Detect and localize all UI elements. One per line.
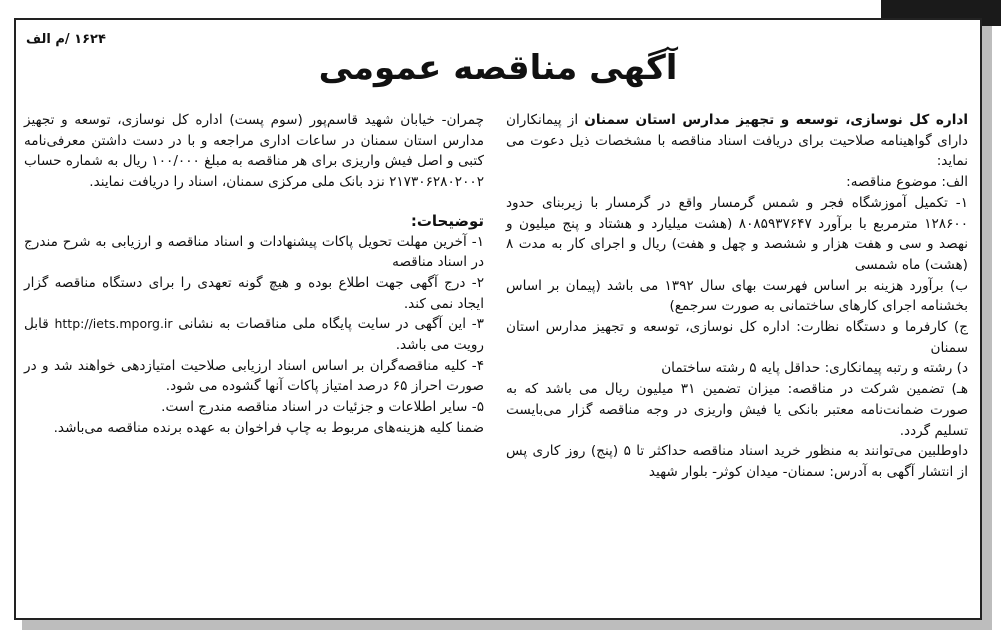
note-3-text: ۳- این آگهی در سایت پایگاه ملی مناقصات به نشانی bbox=[178, 316, 484, 333]
note-3-text-end: قابل رویت می باشد. bbox=[24, 316, 484, 354]
intro-paragraph bbox=[506, 110, 968, 172]
note-2: ۲- درج آگهی جهت اطلاع بوده و هیچ گونه تعهدی را برای دستگاه مناقصه گزار ایجاد نمی کند. bbox=[24, 274, 484, 312]
notice-frame bbox=[14, 18, 982, 620]
right-column bbox=[506, 110, 968, 483]
address-paragraph: چمران- خیابان شهید قاسم‌پور (سوم پست) اداره کل نوسازی، توسعه و تجهیز مدارس استان سمنان در ساعات اداری مراجعه و با در دست داشتن معرفی‌نامه کتبی و اصل فیش واریزی برای هر مناقصه به مبلغ ۱۰۰/۰۰۰ ریال به شماره حساب ۲۱۷۳۰۶۲۸۰۲۰۰۲ نزد بانک ملی مرکزی سمنان، اسناد را دریافت نمایند. bbox=[24, 112, 484, 191]
item-h: هـ) تضمین شرکت در مناقصه: میزان تضمین ۳۱ میلیون ریال می باشد که به صورت ضمانت‌نامه معتبر بانکی یا فیش واریزی در وجه مناقصه گزار می‌بایست تسلیم گردد. bbox=[506, 381, 968, 439]
note-3 bbox=[24, 314, 484, 355]
item-c: ج) کارفرما و دستگاه نظارت: اداره کل نوسازی، توسعه و تجهیز مدارس استان سمنان bbox=[506, 319, 968, 356]
notice-title: آگهی مناقصه عمومی bbox=[318, 48, 678, 88]
applicants-paragraph: داوطلبین می‌توانند به منظور خرید اسناد مناقصه حداکثر تا ۵ (پنج) روز کاری پس از انتشار آگهی به آدرس: سمنان- میدان کوثر- بلوار شهید bbox=[506, 443, 968, 480]
left-column bbox=[24, 110, 484, 439]
intro-text: از پیمانکاران دارای گواهینامه صلاحیت برای دریافت اسناد مناقصه با مشخصات ذیل دعوت می نماید: bbox=[506, 112, 968, 170]
note-5: ۵- سایر اطلاعات و جزئیات در اسناد مناقصه مندرج است. bbox=[161, 399, 484, 416]
note-4: ۴- کلیه مناقصه‌گران بر اساس اسناد ارزیابی صلاحیت امتیازدهی خواهند شد و در صورت احراز ۶۵ درصد امتیاز پاکات آنها گشوده می شود. bbox=[24, 357, 484, 395]
note-1: ۱- آخرین مهلت تحویل پاکات پیشنهادات و اسناد مناقصه و ارزیابی به شرح مندرج در اسناد مناقصه bbox=[24, 233, 484, 271]
notice-code: ۱۶۲۴ /م الف bbox=[26, 32, 106, 47]
notes-heading: توضیحات: bbox=[410, 211, 484, 230]
closing-note: ضمنا کلیه هزینه‌های مربوط به چاپ فراخوان به عهده برنده مناقصه می‌باشد. bbox=[53, 419, 484, 436]
subject-heading: الف: موضوع مناقصه: bbox=[846, 174, 968, 191]
item-d: د) رشته و رتبه پیمانکاری: حداقل پایه ۵ رشته ساختمان bbox=[661, 360, 968, 377]
item-b: ب) برآورد هزینه بر اساس فهرست بهای سال ۱۳۹۲ می باشد (پیمان بر اساس بخشنامه اجرای کارهای ساختمانی به صورت سرجمع) bbox=[506, 277, 969, 315]
tender-site-link[interactable]: http://iets.mporg.ir bbox=[54, 316, 173, 332]
subject-item-1: ۱- تکمیل آموزشگاه فجر و شمس گرمسار واقع در گرمسار با زیربنای حدود ۱۲۸۶۰۰ مترمربع با برآورد ۸۰۸۵۹۳۷۶۴۷ (هشت میلیارد و هشتاد و پنج میلیون و نهصد و سی و هفت هزار و ششصد و چهل و هفت) ریال و اجرای کار به مدت ۸ (هشت) ماه شمسی bbox=[506, 194, 969, 273]
organization-name: اداره کل نوسازی، توسعه و تجهیز مدارس استان سمنان bbox=[584, 112, 968, 128]
